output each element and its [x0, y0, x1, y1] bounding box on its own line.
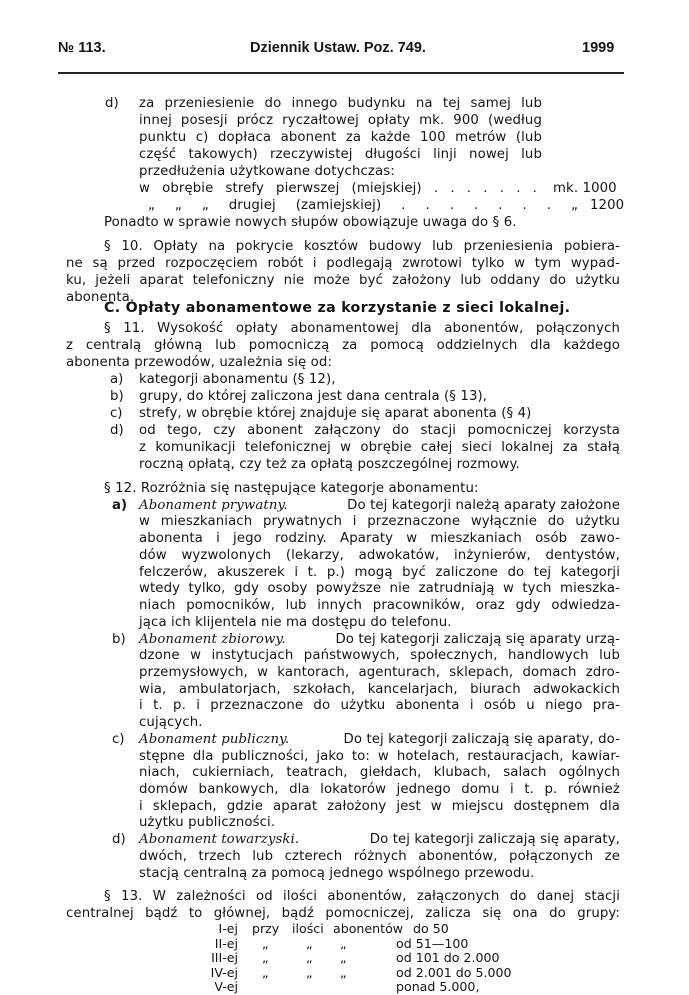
para12-d-title: Abonament towarzyski. [139, 832, 300, 848]
para12-b-title: Abonament zbiorowy. [139, 631, 286, 647]
para12-a-line: niach pomocników, lub innych pracowników, oraz gdy odwiedza- [139, 598, 620, 614]
para12-a-line: dów wyzwolonych (lekarzy, adwokatów, inżynierów, dentystów, [139, 547, 620, 563]
para12-b-first-line [139, 631, 620, 648]
para12-c-title: Abonament publiczny. [139, 731, 290, 747]
item-d-line: innej posesji prócz ryczałtowej opłaty mk. 900 (według [139, 113, 542, 128]
para12-d-line: dwóch, trzech lub czterech różnych abonentów, połączonych ze [139, 848, 620, 864]
group-range: od 51—100 [396, 935, 469, 951]
para12-a-line: felczerów, akuszerek i t. p.) mogą być zaliczone do tej kategorji [139, 564, 620, 580]
para13-line: § 13. W zależności od ilości abonentów, załączonych do danej stacji [104, 889, 620, 905]
issue-number: № 113. [58, 40, 106, 56]
page-number: 1999 [582, 40, 615, 56]
group-col-b: „ [306, 950, 313, 965]
para11-line: z centralą główną lub pomocniczą za pomocą oddzielnych dla każdego [66, 338, 620, 353]
group-col-c: „ [340, 950, 347, 965]
item-d-line: część takowych) rzeczywistej długości linji nowej lub [139, 147, 542, 162]
group-range: do 50 [413, 921, 449, 936]
para12-c-line: stępne dla publiczności, jako to: w hotelach, restauracjach, kawiar- [139, 748, 620, 764]
para12-d-first-line [139, 831, 620, 848]
item-d-line: punktu c) dopłaca abonent za każde 100 metrów (lub [139, 130, 542, 145]
para12-a-first: Do tej kategorji należą aparaty założone [347, 497, 620, 513]
zone1-amount: mk. 1000 [553, 181, 617, 196]
para10-line: abonenta. [66, 290, 135, 305]
group-col-b: „ [306, 935, 313, 951]
para11-item-text: od tego, czy abonent załączony do stacji pomocniczej korzysta [139, 423, 620, 438]
para12-a-title: Abonament prywatny. [139, 497, 288, 513]
para13-line: centralnej bądź to głównej, bądź pomocniczej, zalicza się ona do grupy: [66, 906, 620, 921]
para12-b-line: cujących. [139, 715, 203, 731]
para12-a-line: wtedy tylko, gdy osoby powyższe nie zatrudniają w tych mieszka- [139, 581, 620, 597]
group-name: IV-ej [210, 964, 238, 980]
journal-title: Dziennik Ustaw. Poz. 749. [250, 40, 426, 56]
para12-b-first: Do tej kategorji zaliczają się aparaty urzą- [335, 631, 620, 647]
group-col-c: „ [340, 935, 347, 951]
para11-item-text: strefy, w obrębie której znajduje się aparat abonenta (§ 4) [139, 406, 532, 421]
para12-c-label: c) [112, 731, 125, 747]
section-c-heading: C. Opłaty abonamentowe za korzystanie z sieci lokalnej. [104, 300, 571, 316]
header-rule [58, 72, 624, 74]
para12-a-label: a) [112, 497, 128, 513]
group-name: II-ej [214, 935, 238, 951]
para11-item-text: kategorji abonamentu (§ 12), [139, 372, 336, 387]
para12-intro: § 12. Rozróżnia się następujące kategorje abonamentu: [104, 481, 479, 496]
para12-d-first: Do tej kategorji zaliczają się aparaty, [369, 832, 620, 848]
para12-a-first-line [139, 497, 620, 514]
para12-b-line: i t. p. i przeznaczone do użytku abonenta i osób u niego pra- [139, 698, 620, 714]
group-name: I-ej [218, 921, 238, 936]
group-col-b: ilości [292, 921, 324, 936]
group-range: od 101 do 2.000 [396, 950, 500, 965]
para12-c-line: i sklepach, gdzie aparat założony jest w miejscu dostępnem dla [139, 798, 620, 814]
para11-item-label: c) [110, 406, 123, 421]
item-d-label: d) [105, 96, 119, 111]
para11-line: abonenta przewodów, uzależnia się od: [66, 355, 333, 370]
para11-item-label: d) [110, 423, 124, 438]
para10-line: ku, jeżeli aparat telefoniczny nie może być założony lub oddany do użytku [66, 273, 620, 288]
para10-line: § 10. Opłaty na pokrycie kosztów budowy lub przeniesienia pobiera- [104, 239, 620, 254]
item-d-note: Ponadto w sprawie nowych słupów obowiązuje uwaga do § 6. [104, 215, 517, 230]
group-col-c: „ [340, 964, 347, 980]
zone1-text: w obrębie strefy pierwszej (miejskiej) . . . . . . . [139, 181, 537, 196]
para11-line: § 11. Wysokość opłaty abonamentowej dla abonentów, połączonych [104, 321, 620, 336]
group-range: ponad 5.000, [396, 979, 480, 994]
para12-b-line: wia, ambulatorjach, szkołach, kancelarjach, biurach adwokackich [139, 681, 620, 697]
group-name: III-ej [211, 950, 238, 965]
item-d-line: za przeniesienie do innego budynku na tej samej lub [139, 96, 542, 111]
group-col-c: abonentów [333, 921, 404, 936]
para12-a-line: abonenta i jego rodziny. Aparaty w mieszkaniach osób zawo- [139, 531, 620, 547]
para11-item-text: grupy, do której zaliczona jest dana centrala (§ 13), [139, 389, 488, 404]
para10-line: ne są przed rozpoczęciem robót i podlegają zwrotowi tylko w tym wypad- [66, 256, 620, 271]
para12-c-line: użytku publiczności. [139, 815, 276, 831]
para11-item-text: roczną opłatą, czy też za opłatą poszczególnej rozmowy. [139, 457, 520, 472]
para12-d-line: stacją centralną za pomocą jednego wspólnego przewodu. [139, 865, 535, 881]
para12-b-label: b) [112, 631, 126, 647]
para11-item-label: a) [110, 372, 124, 387]
para11-item-label: b) [110, 389, 124, 404]
para12-c-line: niach, cukierniach, teatrach, giełdach, klubach, salach ogólnych [139, 765, 620, 781]
zone2-text: „ „ „ drugiej (zamiejskiej) . . . . . . . „ [148, 198, 578, 213]
group-col-a: przy [252, 921, 280, 936]
para11-item-text: z komunikacji telefonicznej w obrębie całej sieci lokalnej za stałą [139, 440, 620, 455]
para12-b-line: dzone w instytucjach państwowych, społecznych, handlowych lub [139, 648, 620, 664]
para12-b-line: przemysłowych, w kantorach, agenturach, sklepach, domach zdro- [139, 664, 620, 680]
group-col-a: „ [262, 935, 269, 951]
para12-a-line: jąca ich klijentela nie ma dostępu do telefonu. [139, 614, 452, 630]
para12-d-label: d) [112, 832, 126, 848]
zone2-amount: 1200 [590, 198, 625, 213]
para12-c-line: domów bankowych, dla lokatorów jednego domu i t. p. również [139, 782, 620, 798]
para12-c-first-line [139, 731, 620, 748]
group-col-a: „ [262, 964, 269, 980]
group-col-b: „ [306, 964, 313, 980]
group-name: V-ej [214, 979, 238, 994]
para12-c-first: Do tej kategorji zaliczają się aparaty, do- [343, 731, 620, 747]
group-range: od 2.001 do 5.000 [396, 964, 512, 980]
para12-a-line: w mieszkaniach prywatnych i przeznaczone wyłącznie do użytku [139, 514, 620, 530]
item-d-line: przedłużenia użytkowane dotychczas: [139, 164, 395, 179]
group-col-a: „ [262, 950, 269, 965]
